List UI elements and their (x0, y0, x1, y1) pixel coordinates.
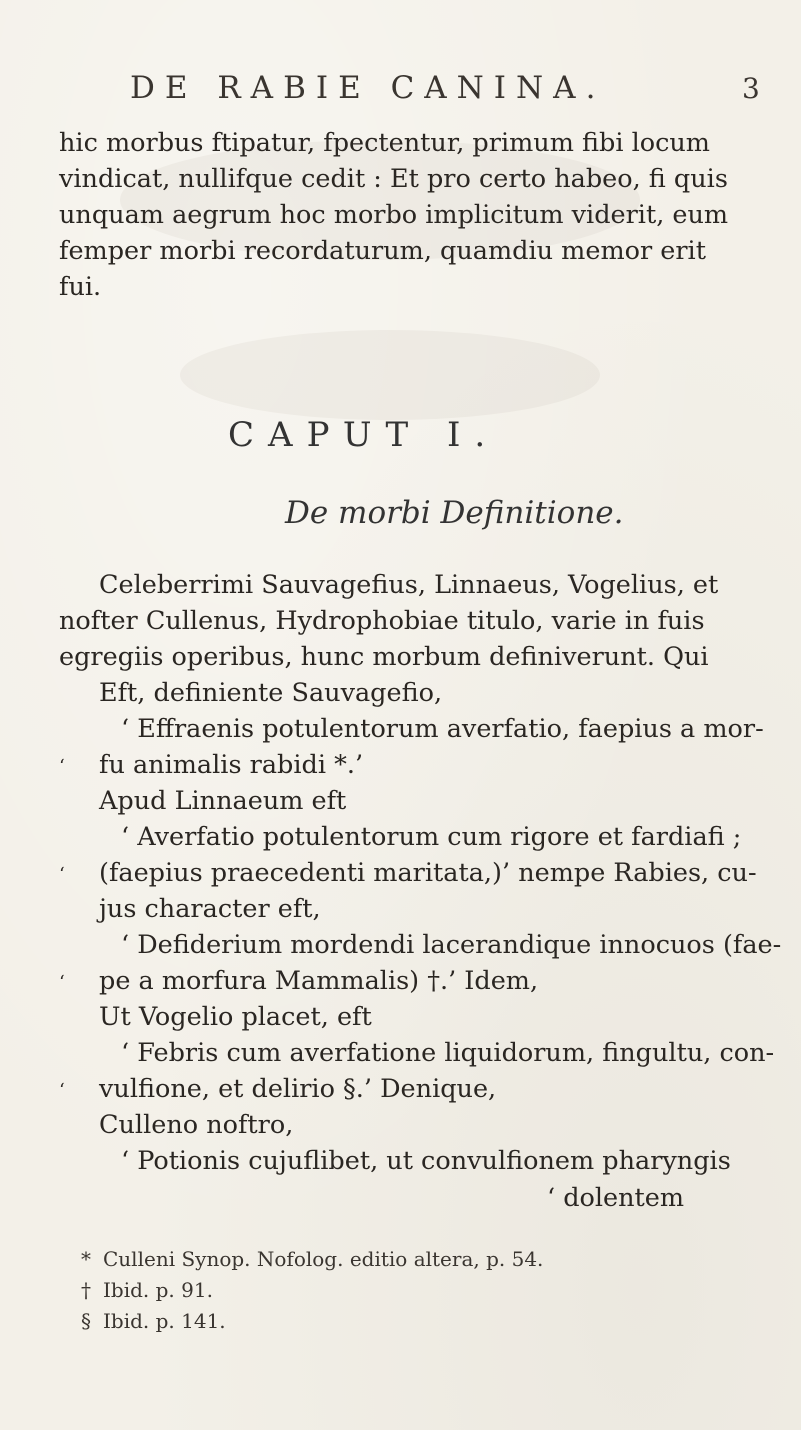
body-line-text: ‘ Febris cum averfatione liquidorum, fingultu, con- (121, 1038, 775, 1068)
quotation-margin-mark: ‘ (59, 864, 65, 885)
footnote-mark: § (81, 1309, 91, 1333)
body-line-text: vulfione, et delirio §.’ Denique, (99, 1074, 497, 1104)
body-line-text: Celeberrimi Sauvagefius, Linnaeus, Vogelius, et (99, 570, 719, 600)
body-line-text: Culleno noftro, (99, 1110, 294, 1140)
body-line-text: ‘ Potionis cujuflibet, ut convulfionem pharyngis (121, 1146, 731, 1176)
body-line (59, 639, 759, 675)
body-line (59, 603, 759, 639)
body-line-text: fu animalis rabidi *.’ (99, 750, 364, 780)
body-line-text: Apud Linnaeum eft (99, 786, 347, 816)
body-line-text: (faepius praecedenti maritata,)’ nempe Rabies, cu- (99, 858, 757, 888)
body-line (59, 1143, 759, 1179)
body-line (59, 783, 759, 819)
running-head-title: DE RABIE CANINA. (130, 70, 606, 106)
opening-paragraph (59, 125, 759, 305)
text-line: vindicat, nullifque cedit : Et pro certo habeo, fi quis (59, 164, 728, 194)
body-line (59, 819, 759, 855)
footnote (81, 1306, 543, 1337)
body-line (59, 891, 759, 927)
chapter-body (59, 567, 782, 1179)
chapter-subtitle: De morbi Definitione. (285, 495, 624, 531)
body-line-text: ‘ Effraenis potulentorum averfatio, faepius a mor- (121, 714, 764, 744)
body-line-text: nofter Cullenus, Hydrophobiae titulo, varie in fuis (59, 606, 705, 636)
text-line: femper morbi recordaturum, quamdiu memor erit (59, 236, 706, 266)
body-line-text: Eft, definiente Sauvagefio, (99, 678, 443, 708)
footnote-text: Culleni Synop. Nofolog. editio altera, p. 54. (103, 1247, 544, 1271)
quotation-margin-mark: ‘ (59, 972, 65, 993)
body-line (59, 963, 759, 999)
chapter-title: CAPUT I. (228, 415, 500, 455)
text-line: fui. (59, 272, 102, 302)
body-line-text: jus character eft, (99, 894, 321, 924)
body-line-text: egregiis operibus, hunc morbum definiverunt. Qui (59, 642, 709, 672)
footnote (81, 1244, 543, 1275)
quotation-margin-mark: ‘ (59, 1080, 65, 1101)
body-line (59, 927, 782, 963)
footnote-mark: * (81, 1247, 91, 1271)
footnote-text: Ibid. p. 141. (103, 1309, 226, 1333)
body-line (59, 999, 759, 1035)
quotation-margin-mark: ‘ (59, 756, 65, 777)
footnote (81, 1275, 543, 1306)
body-line (59, 855, 759, 891)
footnotes (81, 1244, 543, 1337)
body-line (59, 711, 764, 747)
text-line: hic morbus ftipatur, fpectentur, primum fibi locum (59, 128, 710, 158)
footnote-text: Ibid. p. 91. (103, 1278, 213, 1302)
body-line (59, 1035, 775, 1071)
body-line (59, 567, 759, 603)
body-line (59, 1071, 759, 1107)
body-line (59, 1107, 759, 1143)
catchword-text: ‘ dolentem (547, 1183, 685, 1213)
body-line-text: Ut Vogelio placet, eft (99, 1002, 372, 1032)
body-line (59, 747, 759, 783)
show-through-stain (180, 330, 600, 420)
catchword (547, 1180, 747, 1216)
text-line: unquam aegrum hoc morbo implicitum viderit, eum (59, 200, 729, 230)
footnote-mark: † (81, 1278, 91, 1302)
body-line (59, 675, 759, 711)
page-number: 3 (742, 72, 760, 105)
body-line-text: ‘ Averfatio potulentorum cum rigore et fardiafi ; (121, 822, 742, 852)
body-line-text: pe a morfura Mammalis) †.’ Idem, (99, 966, 539, 996)
body-line-text: ‘ Defiderium mordendi lacerandique innocuos (fae- (121, 930, 782, 960)
